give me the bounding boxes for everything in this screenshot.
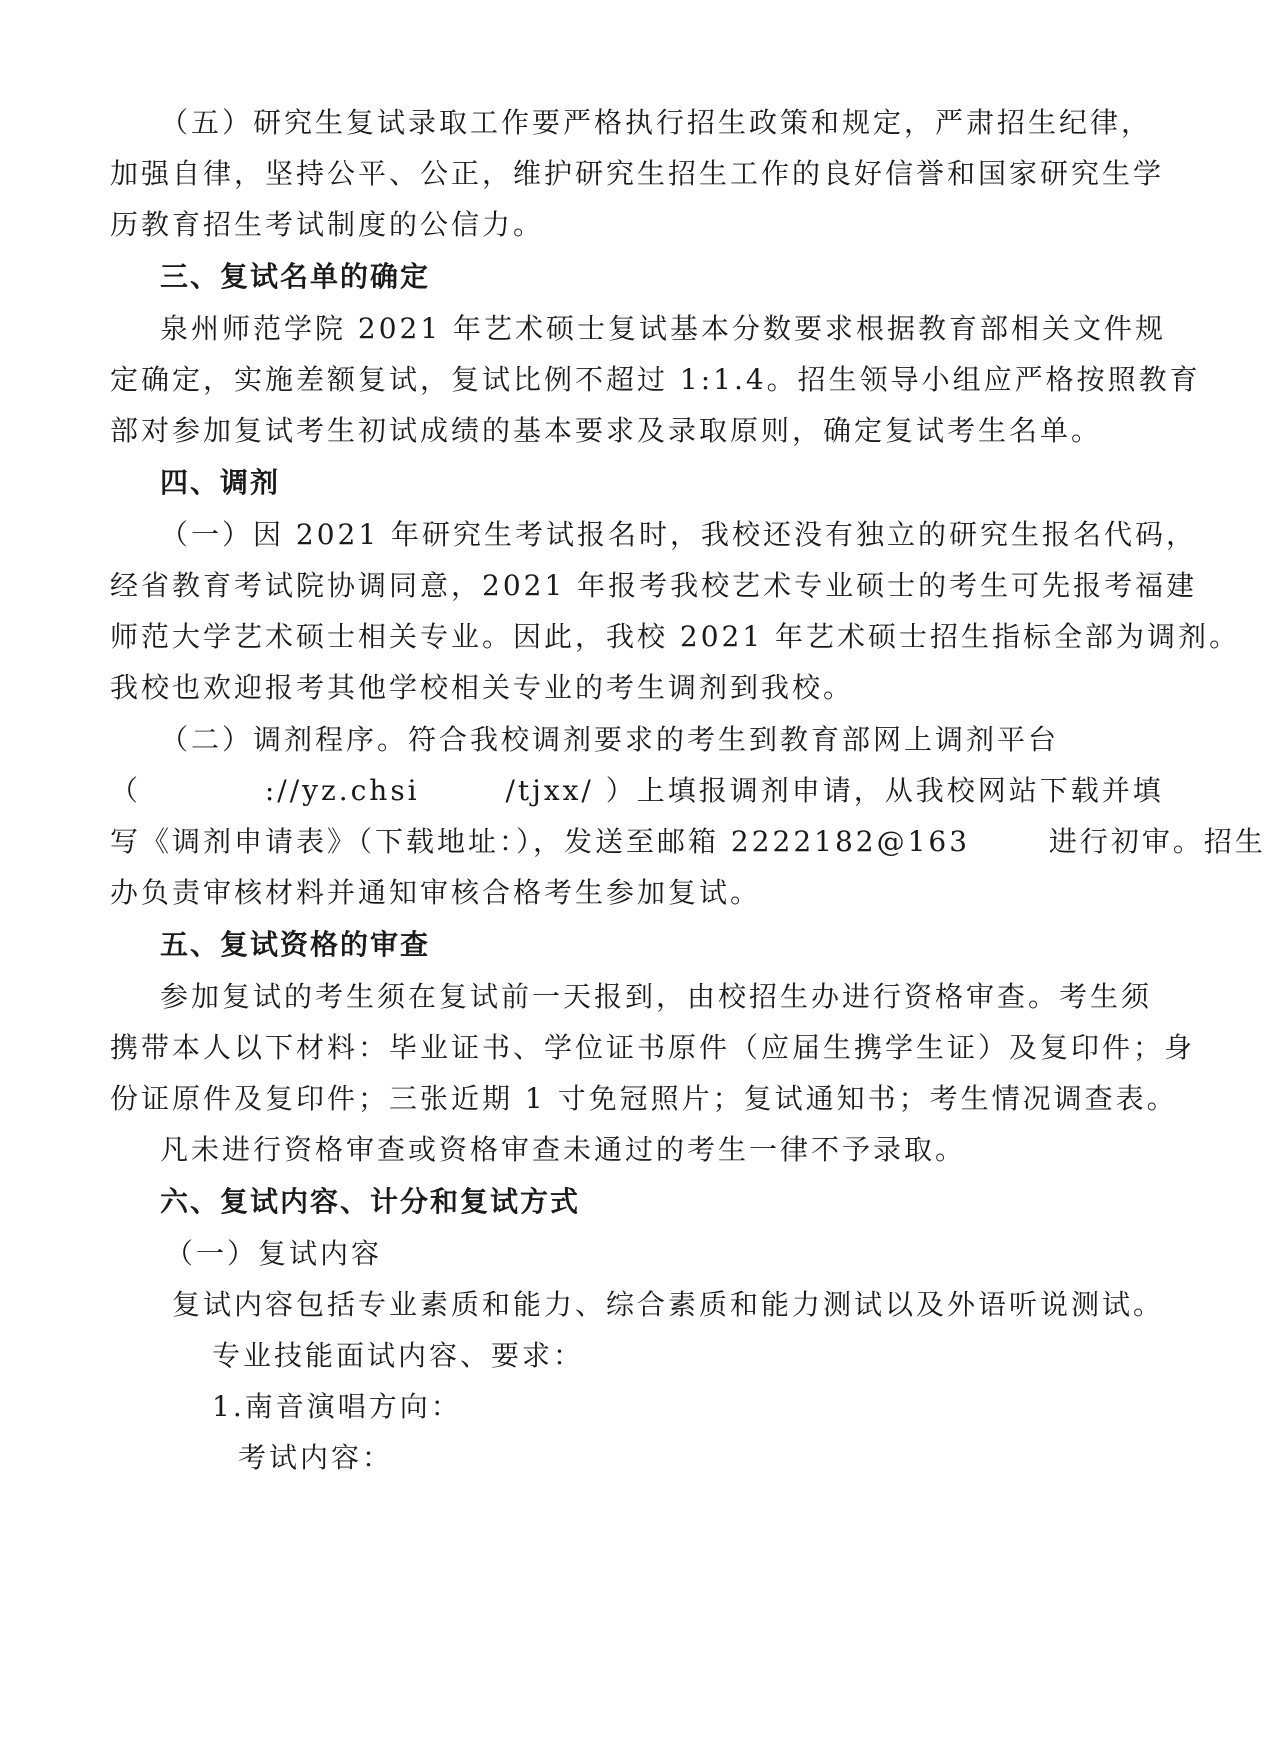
para5-line-1: 参加复试的考生须在复试前一天报到，由校招生办进行资格审查。考生须 [160, 980, 1153, 1013]
para5-line-4: 凡未进行资格审查或资格审查未通过的考生一律不予录取。 [160, 1133, 967, 1166]
para4a-line-4: 我校也欢迎报考其他学校相关专业的考生调剂到我校。 [110, 671, 855, 704]
heading-section-3: 三、复试名单的确定 [160, 260, 431, 293]
email-sentence: 写《调剂申请表》（下载地址：），发送至邮箱 2222182@163 [110, 825, 971, 858]
para6-sub-1: （一）复试内容 [165, 1237, 383, 1270]
para3-line-3: 部对参加复试考生初试成绩的基本要求及录取原则，确定复试考生名单。 [110, 414, 1103, 447]
para5-item-line-1: （五）研究生复试录取工作要严格执行招生政策和规定，严肃招生纪律， [160, 106, 1153, 139]
url-part-b[interactable]: /tjxx/ [505, 774, 594, 807]
para5-item-line-2: 加强自律，坚持公平、公正，维护研究生招生工作的良好信誉和国家研究生学 [110, 157, 1165, 190]
para5-line-3: 份证原件及复印件；三张近期 1 寸免冠照片；复试通知书；考生情况调查表。 [110, 1082, 1178, 1115]
para6-line-3: 1.南音演唱方向： [212, 1390, 462, 1423]
para5-line-2: 携带本人以下材料：毕业证书、学位证书原件（应届生携学生证）及复印件；身 [110, 1031, 1196, 1064]
para4a-line-1: （一）因 2021 年研究生考试报名时，我校还没有独立的研究生报名代码， [160, 518, 1198, 551]
heading-section-5: 五、复试资格的审查 [160, 928, 431, 961]
para3-line-1: 泉州师范学院 2021 年艺术硕士复试基本分数要求根据教育部相关文件规 [160, 312, 1167, 345]
para6-line-1: 复试内容包括专业素质和能力、综合素质和能力测试以及外语听说测试。 [172, 1288, 1165, 1321]
email-sentence-rest: 进行初审。招生 [1048, 825, 1266, 858]
para6-line-2: 专业技能面试内容、要求： [212, 1339, 585, 1372]
para4a-line-3: 师范大学艺术硕士相关专业。因此，我校 2021 年艺术硕士招生指标全部为调剂。 [110, 620, 1241, 653]
para3-line-2: 定确定，实施差额复试，复试比例不超过 1:1.4。招生领导小组应严格按照教育 [110, 363, 1201, 396]
para4b-line-1: （二）调剂程序。符合我校调剂要求的考生到教育部网上调剂平台 [160, 723, 1060, 756]
line-rest: ）上填报调剂申请，从我校网站下载并填 [605, 774, 1164, 807]
para6-line-4: 考试内容： [238, 1441, 394, 1474]
para4a-line-2: 经省教育考试院协调同意，2021 年报考我校艺术专业硕士的考生可先报考福建 [110, 569, 1198, 602]
heading-section-6: 六、复试内容、计分和复试方式 [160, 1185, 581, 1218]
url-part-a[interactable]: ://yz.chsi [264, 774, 420, 807]
para4b-line-4: 办负责审核材料并通知审核合格考生参加复试。 [110, 876, 762, 909]
open-paren: （ [110, 774, 142, 807]
para5-item-line-3: 历教育招生考试制度的公信力。 [110, 208, 545, 241]
para4b-line-3 [110, 822, 1266, 862]
para4b-line-2 [110, 771, 1164, 811]
heading-section-4: 四、调剂 [160, 466, 281, 499]
